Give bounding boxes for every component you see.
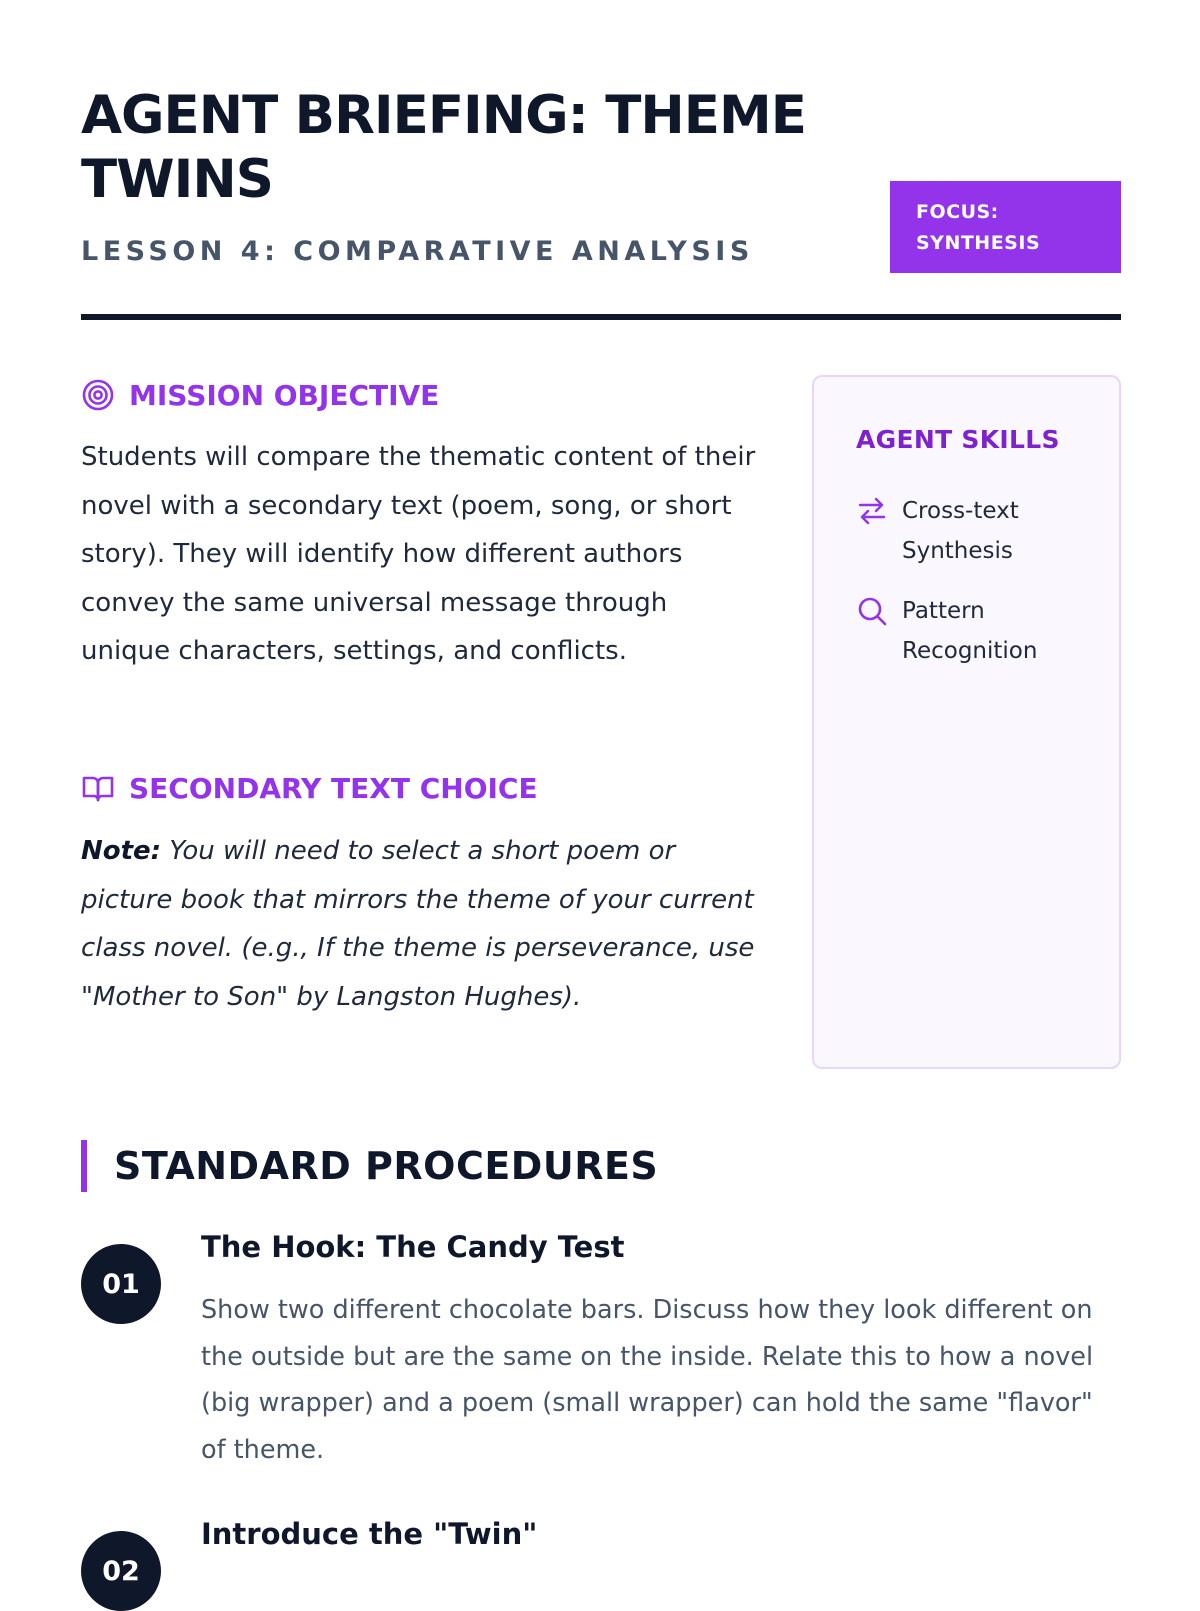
skill-label: Pattern Recognition bbox=[902, 598, 1038, 664]
mission-objective-text: Students will compare the thematic content of their novel with a secondary text (poem, song, or short story). They will identify how different authors convey the same universal message through unique characters, settings, and conflicts. bbox=[81, 442, 756, 666]
step-number-badge: 02 bbox=[81, 1531, 161, 1611]
note-body: You will need to select a short poem or picture book that mirrors the theme of your current class novel. (e.g., If the theme is perseverance, use "Mother to Son" by Langston Hughes). bbox=[81, 836, 755, 1012]
agent-skills-title: AGENT SKILLS bbox=[856, 425, 1060, 454]
header-divider bbox=[81, 314, 1121, 320]
skill-item bbox=[856, 595, 1082, 671]
target-icon bbox=[81, 378, 115, 412]
procedures-accent-bar bbox=[81, 1140, 87, 1192]
lesson-subtitle: LESSON 4: COMPARATIVE ANALYSIS bbox=[81, 236, 754, 267]
step-number-badge: 01 bbox=[81, 1244, 161, 1324]
note-label: Note: bbox=[81, 836, 162, 866]
arrows-exchange-icon bbox=[856, 495, 888, 527]
secondary-text-heading bbox=[81, 771, 538, 805]
agent-skills-card bbox=[812, 375, 1121, 1069]
procedures-heading bbox=[81, 1140, 658, 1192]
step-description: Show two different chocolate bars. Discuss how they look different on the outside but are the same on the inside. Relate this to how a novel (big wrapper) and a poem (small wrapper) can hold the same "flavor" of theme. bbox=[201, 1295, 1094, 1465]
secondary-text-title: SECONDARY TEXT CHOICE bbox=[129, 771, 538, 805]
book-open-icon bbox=[81, 771, 115, 805]
secondary-text-note bbox=[81, 827, 761, 1021]
procedures-title: STANDARD PROCEDURES bbox=[114, 1144, 659, 1188]
skill-label: Cross-text Synthesis bbox=[902, 498, 1019, 564]
skill-item bbox=[856, 495, 1082, 571]
page-title: AGENT BRIEFING: THEME TWINS bbox=[81, 85, 806, 210]
mission-objective-heading bbox=[81, 378, 439, 412]
focus-badge-label: FOCUS: bbox=[916, 201, 999, 223]
search-icon bbox=[856, 595, 888, 627]
lesson-page bbox=[81, 0, 1121, 1600]
mission-objective-title: MISSION OBJECTIVE bbox=[129, 378, 440, 412]
step-title: The Hook: The Candy Test bbox=[201, 1230, 625, 1264]
step-title: Introduce the "Twin" bbox=[201, 1517, 538, 1551]
briefing-header bbox=[81, 84, 1121, 324]
focus-badge bbox=[890, 181, 1121, 273]
focus-badge-value: SYNTHESIS bbox=[916, 232, 1041, 254]
